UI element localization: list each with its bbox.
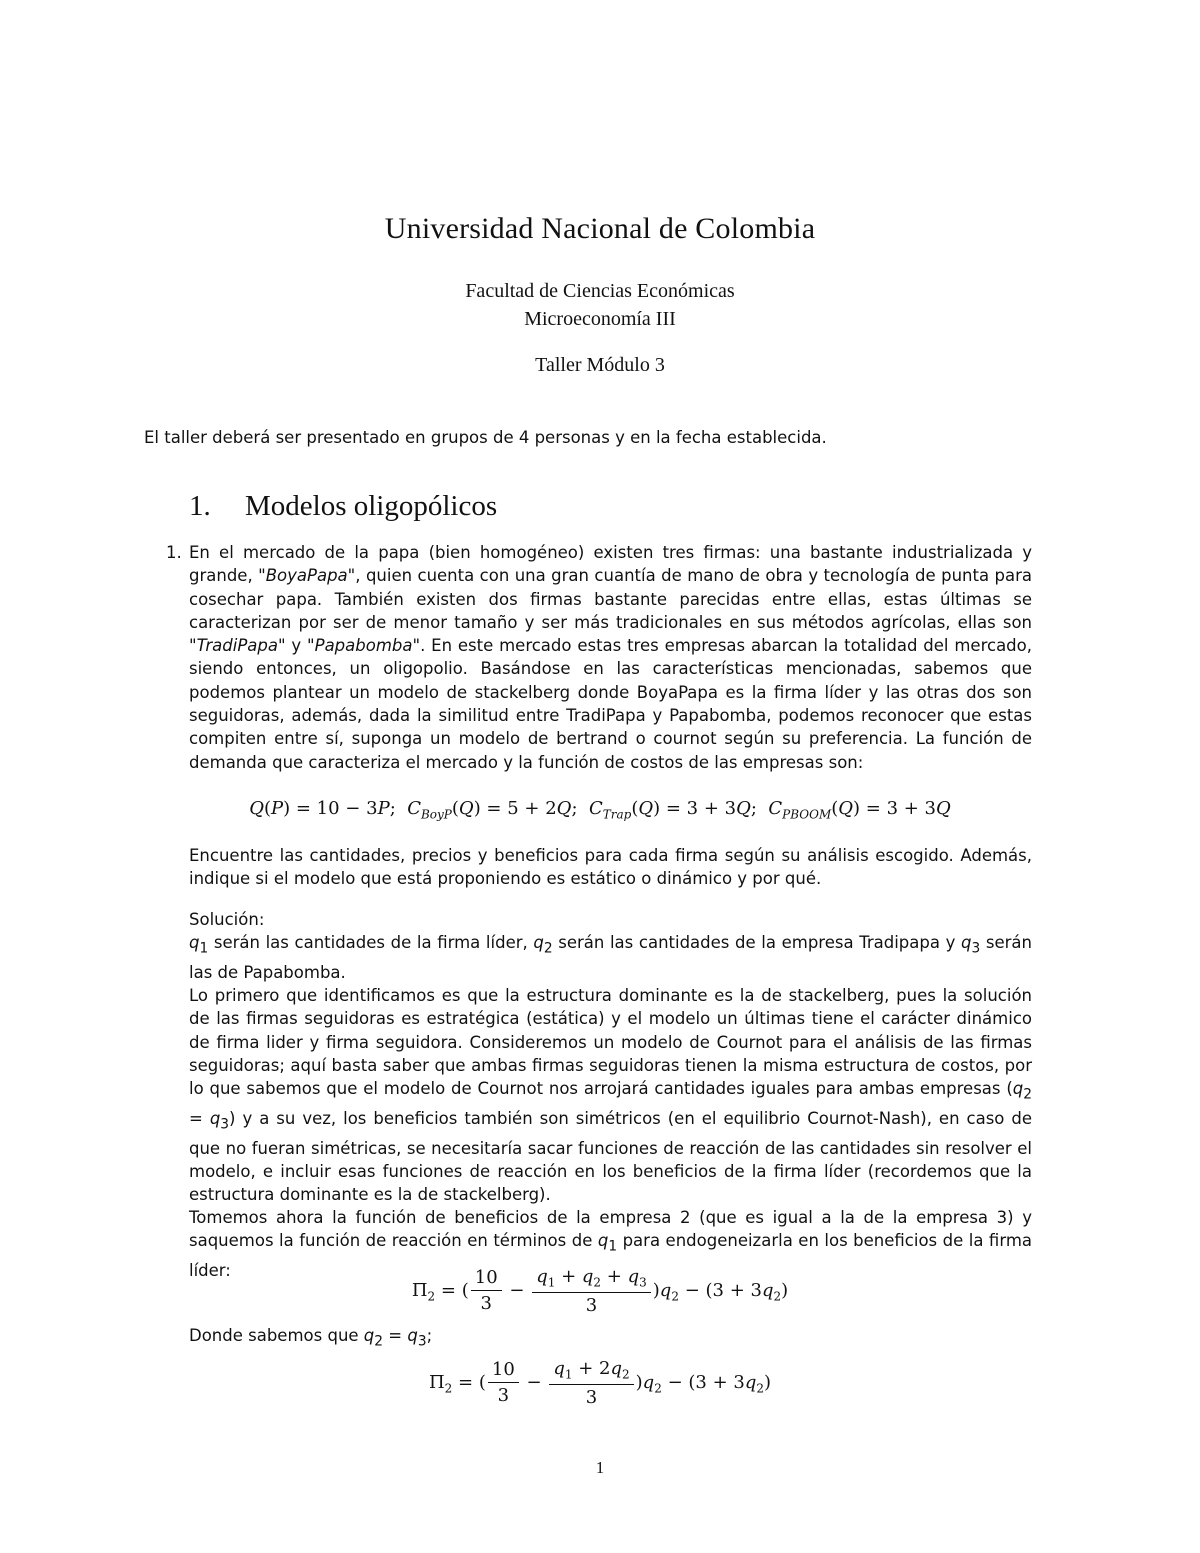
where-line: Donde sabemos que $q_2 = q_3$; xyxy=(189,1326,433,1350)
firm-name-tradipapa: TradiPapa xyxy=(196,636,278,656)
solution-label: Solución: xyxy=(189,910,265,929)
section-number: 1. xyxy=(189,490,211,522)
section-title: Modelos oligopólicos xyxy=(245,490,498,522)
item-number: 1. xyxy=(166,543,182,562)
university-title: Universidad Nacional de Colombia xyxy=(384,212,816,245)
firm-name-papabomba: Papabomba xyxy=(314,636,413,656)
intro-text: El taller deberá ser presentado en grupos de 4 personas y en la fecha establecida. xyxy=(144,428,827,447)
profit-equation-1: $\Pi_2$ = ( $\frac{10}{3}$ − $\frac{q_1 + q_2 + q_3}{3}$ )$q_2 - (3 + 3q_2)$ xyxy=(411,1266,789,1316)
page-number: 1 xyxy=(595,1458,605,1477)
problem-paragraph: En el mercado de la papa (bien homogéneo) existen tres firmas: una bastante industrializada y grande, "BoyaPapa", quien cuenta con una gran cuantía de mano de obra y tecnología de punta para cosechar papa. También existen dos firmas bastante parecidas entre ellas, estas últimas se caracterizan por ser de menor tamaño y ser más tradicionales en sus métodos agrícolas, ellas son "TradiPapa" y "Papabomba". En este mercado estas tres empresas abarcan la totalidad del mercado, siendo entonces, un oligopolio. Basándose en las características mencionadas, sabemos que podemos plantear un modelo de stackelberg donde BoyaPapa es la firma líder y las otras dos son seguidoras, además, dada la similitud entre TradiPapa y Papabomba, podemos reconocer que estas compiten entre sí, suponga un modelo de bertrand o cournot según su preferencia. La función de demanda que caracteriza el mercado y la función de costos de las empresas son: xyxy=(189,543,1032,772)
reaction-paragraph: Tomemos ahora la función de beneficios de la empresa 2 (que es igual a la de la empresa 3) y saquemos la función de reacción en términos de $q_1$ para endogeneizarla en los beneficios de la firma líder: xyxy=(189,1208,1032,1280)
faculty-line: Facultad de Ciencias Económicas xyxy=(465,280,735,302)
demand-cost-equation: Q(P) = 10 − 3P; $C_{BoyP}(Q) = 5 + 2Q$; $C_{Trap}(Q) = 3 + 3Q$; $C_{PBOOM}(Q) = 3 + 3Q$ xyxy=(249,798,951,822)
section-heading xyxy=(189,490,497,523)
workshop-line: Taller Módulo 3 xyxy=(535,354,665,376)
firm-name-boyapapa: BoyaPapa xyxy=(265,566,348,586)
solution-block: Solución: $q_1$ serán las cantidades de la firma líder, $q_2$ serán las cantidades de la empresa Tradipapa y $q_3$ serán las de Papabomba. Lo primero que identificamos es que la estructura dominante es la de stackelberg, pues la solución de las firmas seguidoras es estratégica (estática) y el modelo un últimas tiene el carácter dinámico de firma lider y firma seguidora. Consideremos un modelo de Cournot para el análisis de las firmas seguidoras; aquí basta saber que ambas firmas seguidoras tienen la misma estructura de costos, por lo que sabemos que el modelo de Cournot nos arrojará cantidades iguales para ambas empresas $(q_2 = q_3)$ y a su vez, los beneficios también son simétricos (en el equilibrio Cournot-Nash), en caso de que no fueran simétricas, se necesitaría sacar funciones de reacción de las cantidades sin resolver el modelo, e incluir esas funciones de reacción en los beneficios de la firma líder (recordemos que la estructura dominante es la de stackelberg). xyxy=(189,910,1032,1205)
question-paragraph: Encuentre las cantidades, precios y beneficios para cada firma según su análisis escogido. Además, indique si el modelo que está proponiendo es estático o dinámico y por qué. xyxy=(189,846,1032,889)
profit-equation-2: $\Pi_2$ = ( $\frac{10}{3}$ − $\frac{q_1 + 2q_2}{3}$ )$q_2 - (3 + 3q_2)$ xyxy=(428,1358,772,1408)
course-line: Microeconomía III xyxy=(524,308,676,330)
